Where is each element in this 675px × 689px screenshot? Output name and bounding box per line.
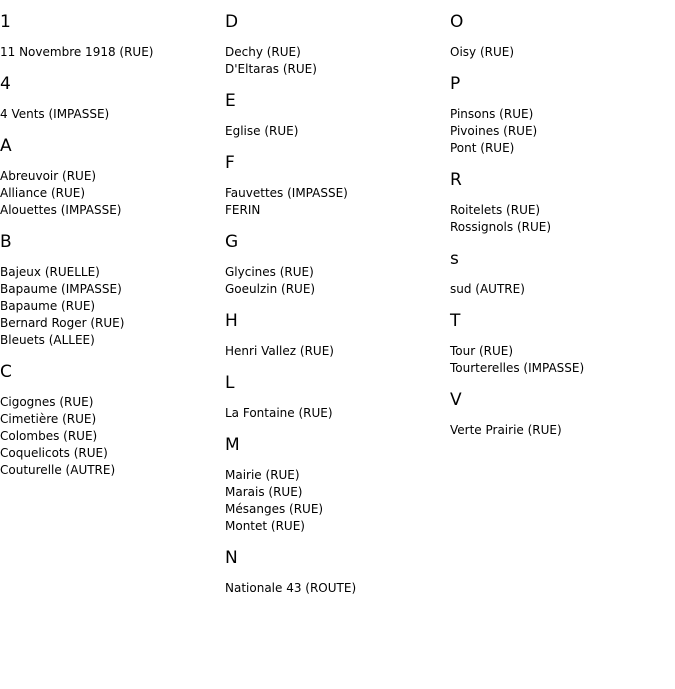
group-heading: B bbox=[0, 232, 12, 252]
street-list bbox=[0, 106, 225, 123]
street-item[interactable]: Montet (RUE) bbox=[225, 519, 305, 533]
group-heading: D bbox=[225, 12, 239, 32]
street-list bbox=[0, 44, 225, 61]
street-list bbox=[450, 343, 675, 377]
street-item[interactable]: Goeulzin (RUE) bbox=[225, 282, 316, 296]
letter-group-o bbox=[450, 12, 675, 61]
street-item[interactable]: Eglise (RUE) bbox=[225, 124, 299, 138]
street-list bbox=[450, 44, 675, 61]
street-item[interactable]: 4 Vents (IMPASSE) bbox=[0, 107, 110, 121]
street-item[interactable]: La Fontaine (RUE) bbox=[225, 406, 333, 420]
street-item[interactable]: Colombes (RUE) bbox=[0, 429, 98, 443]
letter-group-r bbox=[450, 170, 675, 236]
street-list bbox=[225, 343, 450, 360]
letter-group-t bbox=[450, 311, 675, 377]
street-item[interactable]: Glycines (RUE) bbox=[225, 265, 314, 279]
street-item[interactable]: Fauvettes (IMPASSE) bbox=[225, 186, 348, 200]
street-list bbox=[225, 580, 450, 597]
street-item[interactable]: Cigognes (RUE) bbox=[0, 395, 94, 409]
street-list bbox=[225, 44, 450, 78]
letter-group-n bbox=[225, 548, 450, 597]
street-item[interactable]: Abreuvoir (RUE) bbox=[0, 169, 97, 183]
group-heading: R bbox=[450, 170, 462, 190]
group-heading: G bbox=[225, 232, 239, 252]
street-item[interactable]: Verte Prairie (RUE) bbox=[450, 423, 562, 437]
group-heading: 1 bbox=[0, 12, 11, 32]
street-list bbox=[225, 405, 450, 422]
letter-group-v bbox=[450, 390, 675, 439]
street-list bbox=[225, 123, 450, 140]
letter-group-l bbox=[225, 373, 450, 422]
street-item[interactable]: Roitelets (RUE) bbox=[450, 203, 541, 217]
group-heading: A bbox=[0, 136, 12, 156]
street-list bbox=[225, 185, 450, 219]
group-heading: F bbox=[225, 153, 235, 173]
street-list bbox=[0, 264, 225, 349]
street-list bbox=[225, 264, 450, 298]
group-heading: L bbox=[225, 373, 235, 393]
group-heading: T bbox=[450, 311, 461, 331]
letter-group-m bbox=[225, 435, 450, 535]
index-column-1 bbox=[0, 0, 225, 606]
index-column-2 bbox=[225, 0, 450, 606]
street-item[interactable]: Coquelicots (RUE) bbox=[0, 446, 108, 460]
letter-group-g bbox=[225, 232, 450, 298]
street-item[interactable]: Tour (RUE) bbox=[450, 344, 514, 358]
street-item[interactable]: Pinsons (RUE) bbox=[450, 107, 534, 121]
street-item[interactable]: Nationale 43 (ROUTE) bbox=[225, 581, 357, 595]
street-item[interactable]: Oisy (RUE) bbox=[450, 45, 515, 59]
letter-group-c bbox=[0, 362, 225, 479]
group-heading: M bbox=[225, 435, 240, 455]
group-heading: V bbox=[450, 390, 462, 410]
street-list bbox=[0, 394, 225, 479]
street-item[interactable]: Pivoines (RUE) bbox=[450, 124, 538, 138]
street-item[interactable]: Bapaume (IMPASSE) bbox=[0, 282, 122, 296]
index-column-3 bbox=[450, 0, 675, 606]
group-heading: H bbox=[225, 311, 238, 331]
street-item[interactable]: Mairie (RUE) bbox=[225, 468, 300, 482]
street-item[interactable]: Alouettes (IMPASSE) bbox=[0, 203, 122, 217]
street-item[interactable]: Cimetière (RUE) bbox=[0, 412, 97, 426]
street-item[interactable]: Rossignols (RUE) bbox=[450, 220, 552, 234]
street-item[interactable]: Dechy (RUE) bbox=[225, 45, 301, 59]
street-item[interactable]: Mésanges (RUE) bbox=[225, 502, 324, 516]
street-item[interactable]: Bapaume (RUE) bbox=[0, 299, 96, 313]
street-item[interactable]: Couturelle (AUTRE) bbox=[0, 463, 116, 477]
street-item[interactable]: Bleuets (ALLEE) bbox=[0, 333, 95, 347]
street-list bbox=[450, 106, 675, 157]
street-item[interactable]: sud (AUTRE) bbox=[450, 282, 525, 296]
letter-group-h bbox=[225, 311, 450, 360]
letter-group-b bbox=[0, 232, 225, 349]
street-list bbox=[450, 281, 675, 298]
letter-group-1 bbox=[0, 12, 225, 61]
street-item[interactable]: Alliance (RUE) bbox=[0, 186, 86, 200]
letter-group-a bbox=[0, 136, 225, 219]
group-heading: s bbox=[450, 249, 459, 269]
street-item[interactable]: D'Eltaras (RUE) bbox=[225, 62, 317, 76]
letter-group-s bbox=[450, 249, 675, 298]
street-item[interactable]: Bajeux (RUELLE) bbox=[0, 265, 100, 279]
letter-group-e bbox=[225, 91, 450, 140]
letter-group-p bbox=[450, 74, 675, 157]
street-item[interactable]: FERIN bbox=[225, 203, 261, 217]
group-heading: 4 bbox=[0, 74, 11, 94]
street-item[interactable]: Marais (RUE) bbox=[225, 485, 303, 499]
street-item[interactable]: Tourterelles (IMPASSE) bbox=[450, 361, 585, 375]
street-item[interactable]: Bernard Roger (RUE) bbox=[0, 316, 125, 330]
letter-group-d bbox=[225, 12, 450, 78]
street-item[interactable]: 11 Novembre 1918 (RUE) bbox=[0, 45, 154, 59]
group-heading: O bbox=[450, 12, 464, 32]
street-item[interactable]: Henri Vallez (RUE) bbox=[225, 344, 334, 358]
street-item[interactable]: Pont (RUE) bbox=[450, 141, 515, 155]
group-heading: C bbox=[0, 362, 12, 382]
group-heading: E bbox=[225, 91, 236, 111]
street-list bbox=[450, 202, 675, 236]
letter-group-f bbox=[225, 153, 450, 219]
group-heading: P bbox=[450, 74, 461, 94]
letter-group-4 bbox=[0, 74, 225, 123]
street-list bbox=[0, 168, 225, 219]
group-heading: N bbox=[225, 548, 238, 568]
street-list bbox=[450, 422, 675, 439]
street-list bbox=[225, 467, 450, 535]
